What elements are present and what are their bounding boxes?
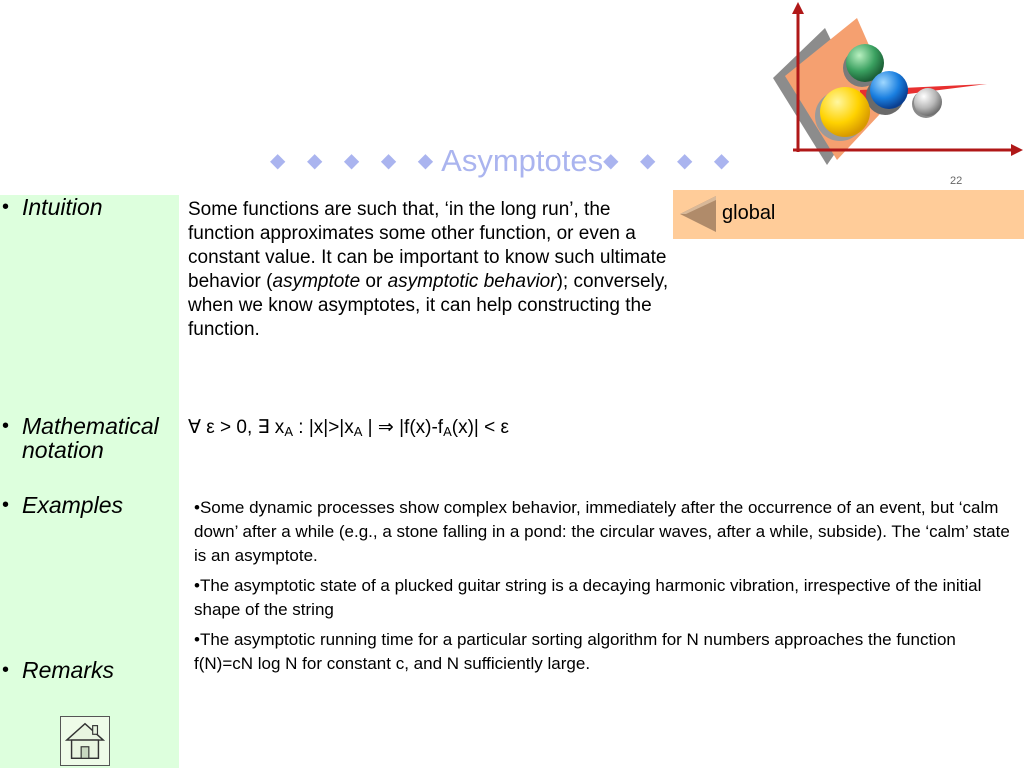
intuition-emphasis-asymptotic-behavior: asymptotic behavior — [387, 271, 557, 292]
sidebar — [0, 195, 179, 768]
sidebar-item-label: Examples — [22, 492, 123, 518]
home-icon — [61, 717, 109, 765]
intuition-paragraph — [188, 198, 670, 342]
math-formula — [188, 416, 509, 439]
formula-subscript: A — [443, 424, 452, 439]
bullet: • — [2, 415, 10, 437]
formula-part: ∀ ε > 0, ∃ x — [188, 417, 285, 438]
intuition-emphasis-asymptote: asymptote — [272, 271, 361, 292]
examples-list — [194, 496, 1014, 682]
bullet: • — [2, 196, 10, 218]
example-item: •The asymptotic running time for a particular sorting algorithm for N numbers approaches the function f(N)=cN log N for constant c, and N sufficiently large. — [194, 630, 956, 673]
bullet: • — [2, 494, 10, 516]
title-diamonds-right: ◆ ◆ ◆ ◆ — [603, 150, 738, 172]
intuition-text-1: Some functions are such that, ‘in the long run’, the function approximates some other function, or even a constant value. It can be important to know such ultimate behavior ( — [188, 199, 667, 292]
page-title — [270, 143, 740, 183]
formula-subscript: A — [284, 424, 293, 439]
sidebar-item-label: Intuition — [22, 194, 103, 220]
sidebar-item-label: Mathematical notation — [22, 413, 159, 463]
formula-part: (x)| < ε — [451, 417, 509, 438]
title-text: Asymptotes — [441, 143, 604, 178]
slide-number: 22 — [950, 175, 963, 187]
back-arrow-icon — [676, 192, 720, 236]
title-diamonds-left: ◆ ◆ ◆ ◆ ◆ — [270, 150, 442, 172]
formula-part: | ⇒ |f(x)-f — [362, 417, 444, 438]
example-item: •Some dynamic processes show complex behavior, immediately after the occurrence of an event, but ‘calm down’ after a while (e.g., a stone falling in a pond: the circular waves, after a while, subside). The ‘calm’ state is an asymptote. — [194, 498, 1010, 565]
formula-subscript: A — [353, 424, 363, 439]
intuition-text-3: ); conversely, when we know asymptotes, it can help constructing the function. — [188, 271, 669, 340]
formula-part: : |x|>|x — [292, 417, 354, 438]
bullet: • — [2, 659, 10, 681]
example-item: •The asymptotic state of a plucked guitar string is a decaying harmonic vibration, irrespective of the initial shape of the string — [194, 576, 982, 619]
home-button[interactable] — [60, 716, 110, 766]
logo-graphic-icon — [765, 0, 1024, 175]
sidebar-item-label: Remarks — [22, 657, 115, 683]
global-label: global — [722, 202, 776, 224]
intuition-text-2: or — [360, 271, 388, 292]
global-link-button[interactable] — [673, 190, 1024, 239]
